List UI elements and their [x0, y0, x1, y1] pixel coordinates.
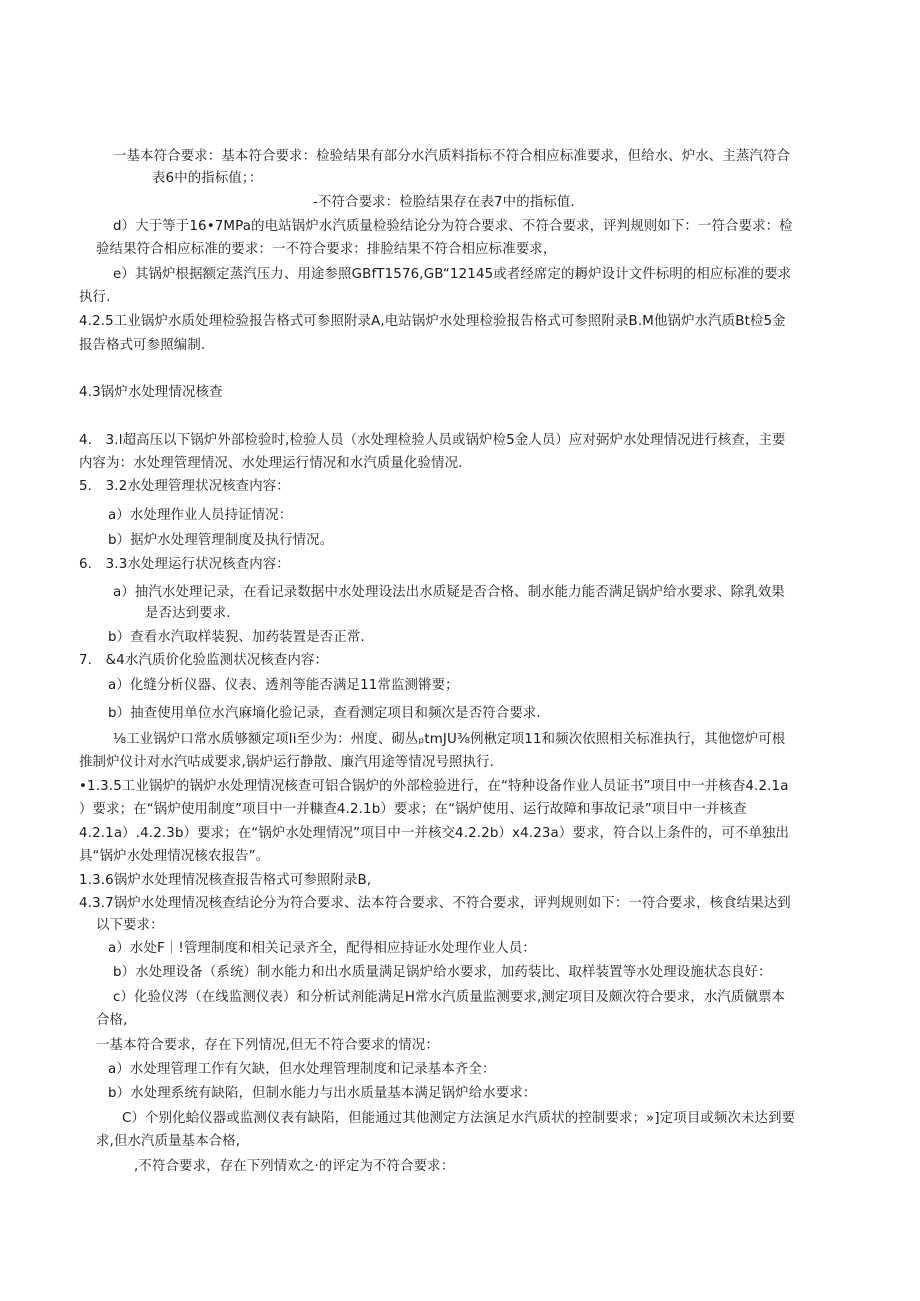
text-line: ⅛工业锅炉口常水质够额定项Ii至少为：州度、砌丛ₚtmJU⅜例楸定项11和频次依照相关标准执行，其他惚炉可根	[113, 732, 786, 747]
text-line: 表6中的指标值；：	[152, 171, 263, 186]
list-item: C）个别化蛤仪器或监测仪表有缺陷，但能通过其他测定方法演足水汽质状的控制要求；»]定项目或频次未达到要	[122, 1111, 796, 1126]
text-line: 以下要求：	[96, 918, 164, 933]
text-line: 一基本符合要求：基本符合要求：检验结果有部分水汽质料指标不符合相应标准要求，但给水、炉水、主蒸汽符合	[113, 149, 791, 164]
text-line: ）要求；在“锅炉使用制度”项目中一并糠查4.2.1b）要求；在“锅炉使用、运行故障和事故记录”项目中一并核查	[79, 802, 747, 817]
list-item: a）抽汽水处理记录，在看记录数据中水处理设法出水质疑是否合格、制水能力能否满足锅炉给水要求、除乳效果	[113, 585, 785, 600]
list-item: b）抽查使用单位水汽麻墒化验记录，查看测定项目和频次是否符合要求.	[108, 706, 541, 721]
text-line: d）大于等于16•7MPa的电站锅炉水汽质量检验结论分为符合要求、不符合要求，评判规则如下：一符合要求：检	[113, 219, 793, 234]
text-line: 4.2.1a）.4.2.3b）要求；在“锅炉水处理情况”项目中一并核交4.2.2b）x4.23a）要求，符合以上条件的，可不单独出	[79, 826, 790, 841]
text-line: -不符合要求：检脸结果存在表7中的指标值.	[313, 195, 575, 210]
text-line: 4.2.5工业锅炉水质处理检验报告格式可参照附录A,电站锅炉水处理检验报告格式可参照附录B.M他锅炉水汽质Bt检5金	[79, 314, 786, 329]
text-line: 7. &4水汽质价化验监测状况核查内容：	[79, 653, 328, 668]
text-line: 4.3.7锅炉水处理情况核查结论分为符合要求、法本符合要求、不符合要求，评判规则如下：一符合要求，核食结果达到	[79, 896, 791, 911]
list-item: b）据炉水处理管理制度及执行情况。	[108, 533, 334, 548]
text-line: 合格,	[96, 1013, 128, 1028]
list-item: a）水处理作业人员持证情况：	[108, 508, 293, 523]
text-line: 具“锅炉水处理情况核农报告”。	[79, 849, 270, 864]
text-line: 4. 3.l超高压以下锅炉外部检验时,检验人员（水处理检验人员或锅炉检5金人员）应对弼炉水处理情况进行核查，主要	[79, 433, 786, 448]
text-line: 报告格式可参照编制.	[79, 338, 206, 353]
text-line: 6. 3.3水处理运行状况核查内容：	[79, 557, 290, 572]
text-line: ,不符合要求，存在下列情欢之·的评定为不符合要求：	[134, 1159, 455, 1174]
list-item: b）水处理设备（系统）制水能力和出水质量满足锅炉给水要求，加药装比、取样装置等水处理设施状态良好：	[113, 965, 772, 980]
text-line: 是否达到要求.	[145, 606, 231, 621]
list-item: a）水处理管理工作有欠缺，但水处理管理制度和记录基本齐全：	[108, 1062, 496, 1077]
text-line: 推制炉仪计对水汽咕成要求,锅炉运行静散、廉汽用途等情况号照执行.	[79, 755, 495, 770]
text-line: 验结果符合相应标准的要求：一不符合要求：排脸结果不符合相应标准要求，	[96, 242, 557, 257]
list-item: b）水处理系统有缺陷，但制水能力与出水质量基本满足锅炉给水要求：	[108, 1086, 537, 1101]
text-line: 执行.	[79, 290, 111, 305]
text-line: 一基本符合要求，存在下列情况,但无不符合要求的情况：	[96, 1038, 439, 1053]
list-item: a）水处F｜!管理制度和相关记录齐全，配得相应持证水处理作业人员：	[108, 941, 536, 956]
text-line: •1.3.5工业锅炉的锅炉水处理情况核查可铝合锅炉的外部检验进行，在“特种设备作业人员证书”项目中一并核杳4.2.1a	[79, 779, 789, 794]
list-item: b）查看水汽取样装猊、加药装置是否正常.	[108, 630, 365, 645]
text-line: 内容为：水处理管理情况、水处理运行情况和水汽质量化验情况.	[79, 456, 463, 471]
text-line: 求,但水汽质量基本合格,	[96, 1134, 241, 1149]
list-item: a）化缝分析仪器、仪表、透剂等能否满足11常监测锵要；	[108, 678, 459, 693]
list-item: c）化验仪涔（在线监测仪表）和分析试剂能满足H常水汽质量监测要求,测定项目及颇次符合要求，水汽质僦票本	[113, 990, 786, 1005]
text-line: 5. 3.2水处理管理状况核查内容：	[79, 479, 290, 494]
text-line: e）其锅炉根据额定蒸汽压力、用途参照GBfT1576,GB“12145或者经席定的耨炉设计文件标明的相应标准的要求	[113, 267, 792, 282]
section-heading: 4.3锅炉水处理情况核查	[79, 385, 223, 400]
text-line: 1.3.6锅炉水处理情况核查报告格式可参照附录B,	[79, 873, 372, 888]
